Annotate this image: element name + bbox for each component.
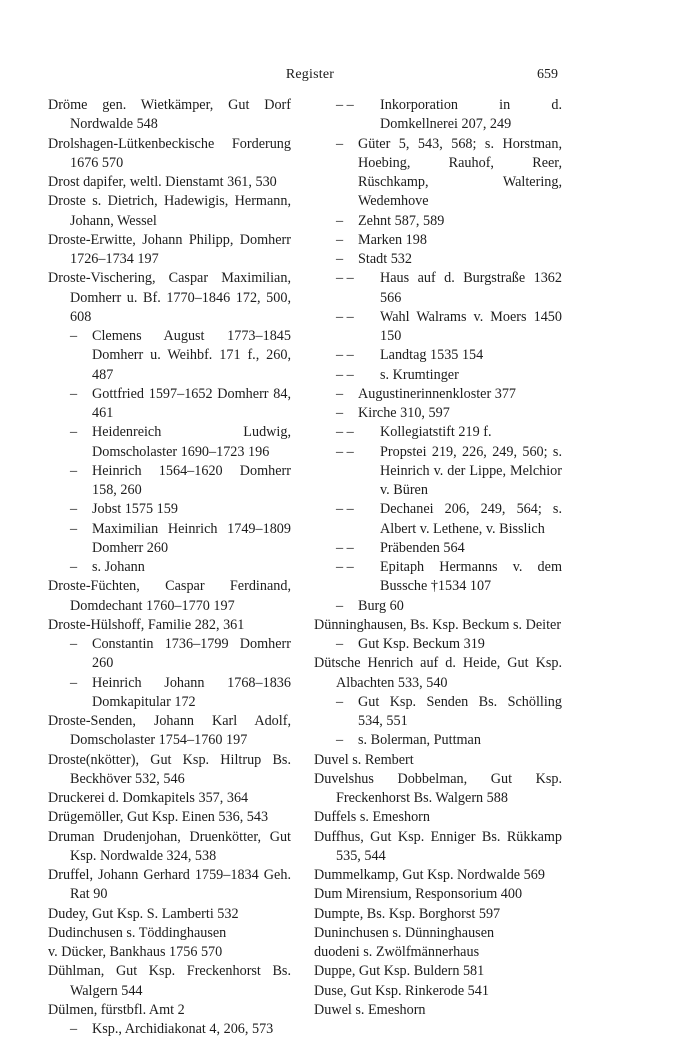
entry-dash: – (70, 520, 78, 537)
index-entry (314, 250, 562, 269)
entry-dash: – (70, 559, 78, 575)
entry-text: Duninchusen s. Dünninghausen (314, 924, 495, 941)
index-entry (314, 616, 562, 635)
entry-dash: – – (336, 559, 354, 575)
index-entry (48, 231, 291, 270)
index-entry (314, 962, 562, 981)
entry-text: Inkorporation in d. Domkellnerei 207, 249 (380, 97, 562, 133)
entry-dash: – (336, 693, 344, 710)
entry-text: Duffels s. Emeshorn (314, 809, 430, 826)
index-entry (314, 231, 562, 250)
entry-dash: – (70, 424, 78, 441)
entry-text: Landtag 1535 154 (380, 347, 484, 364)
entry-dash: – (336, 385, 344, 402)
index-entry (48, 423, 291, 462)
entry-text: Propstei 219, 226, 249, 560; s. Heinrich v. der Lippe, Melchior v. Büren (380, 443, 562, 498)
entry-text: Dühlman, Gut Ksp. Freckenhorst Bs. Walgern 544 (48, 963, 291, 999)
index-entry (314, 558, 562, 597)
entry-text: Droste-Hülshoff, Familie 282, 361 (48, 616, 245, 633)
index-entry (314, 866, 562, 885)
entry-text: Druckerei d. Domkapitels 357, 364 (48, 790, 249, 806)
entry-dash: – (70, 328, 78, 344)
index-entry (314, 731, 562, 750)
index-entry (314, 693, 562, 732)
index-entry (314, 385, 562, 404)
index-entry (314, 366, 562, 385)
index-entry (314, 982, 562, 1001)
index-entry (314, 500, 562, 539)
index-entry (314, 828, 562, 867)
entry-text: Stadt 532 (358, 251, 412, 267)
entry-text: s. Krumtinger (380, 366, 459, 383)
index-entry (48, 577, 291, 616)
right-column (314, 96, 562, 1020)
entry-text: Kirche 310, 597 (358, 405, 450, 421)
entry-dash: – (336, 597, 344, 614)
index-entry (314, 1001, 562, 1020)
index-entry (314, 96, 562, 135)
entry-text: Duffhus, Gut Ksp. Enniger Bs. Rükkamp 535, 544 (314, 828, 562, 864)
entry-text: Augustinerinnenkloster 377 (358, 385, 517, 402)
entry-text: Zehnt 587, 589 (358, 212, 445, 229)
index-entry (48, 462, 291, 501)
entry-text: Heidenreich Ludwig, Domscholaster 1690–1723 196 (92, 424, 291, 460)
index-entry (48, 520, 291, 559)
entry-dash: – (70, 636, 78, 652)
index-entry (48, 924, 291, 943)
index-entry (48, 1020, 291, 1039)
index-entry (48, 1001, 291, 1020)
entry-text: Dudey, Gut Ksp. S. Lamberti 532 (48, 905, 239, 922)
entry-text: Marken 198 (358, 231, 427, 248)
entry-dash: – (336, 405, 344, 421)
entry-dash: – – (336, 270, 354, 287)
entry-dash: – – (336, 366, 354, 383)
entry-text: Drolshagen-Lütkenbeckische Forderung 1676 570 (48, 135, 291, 171)
entry-text: Dudinchusen s. Töddinghausen (48, 924, 227, 941)
entry-text: Jobst 1575 159 (92, 501, 178, 518)
index-entry (48, 828, 291, 867)
entry-text: duodeni s. Zwölfmännerhaus (314, 944, 480, 960)
entry-dash: – – (336, 539, 354, 556)
entry-text: Duvel s. Rembert (314, 751, 414, 768)
page-number: 659 (537, 67, 558, 82)
index-entry (48, 751, 291, 790)
index-entry (48, 135, 291, 174)
index-entry (314, 597, 562, 616)
entry-text: Wahl Walrams v. Moers 1450 150 (380, 308, 562, 344)
index-entry (48, 789, 291, 808)
index-entry (314, 924, 562, 943)
index-entry (48, 96, 291, 135)
entry-text: Droste s. Dietrich, Hadewigis, Hermann, Johann, Wessel (48, 193, 291, 229)
entry-dash: – – (336, 97, 354, 113)
entry-text: Burg 60 (358, 597, 404, 614)
index-entry (314, 885, 562, 904)
entry-dash: – (336, 135, 344, 152)
index-entry (314, 404, 562, 423)
index-entry (48, 712, 291, 751)
entry-dash: – (336, 251, 344, 267)
index-entry (48, 905, 291, 924)
entry-text: Drost dapifer, weltl. Dienstamt 361, 530 (48, 174, 277, 190)
entry-text: Druffel, Johann Gerhard 1759–1834 Geh. Rat 90 (48, 867, 291, 903)
index-entry (314, 212, 562, 231)
entry-text: Droste-Füchten, Caspar Ferdinand, Domdechant 1760–1770 197 (48, 578, 291, 614)
index-entry (48, 674, 291, 713)
entry-text: Güter 5, 543, 568; s. Horstman, Hoebing, Rauhof, Reer, Rüschkamp, Waltering, Wedemhove (358, 135, 562, 210)
entry-dash: – (70, 1021, 78, 1037)
left-column (48, 96, 291, 1039)
index-entry (48, 808, 291, 827)
entry-text: Clemens August 1773–1845 Domherr u. Weihbf. 171 f., 260, 487 (92, 328, 291, 383)
entry-text: Dünninghausen, Bs. Ksp. Beckum s. Deiter (314, 616, 562, 633)
entry-dash: – (336, 212, 344, 229)
index-entry (48, 943, 291, 962)
index-entry (314, 808, 562, 827)
index-entry (48, 616, 291, 635)
index-entry (314, 751, 562, 770)
entry-text: Dechanei 206, 249, 564; s. Albert v. Lethene, v. Bisslich (380, 501, 562, 537)
index-entry (48, 500, 291, 519)
entry-text: Drügemöller, Gut Ksp. Einen 536, 543 (48, 809, 269, 826)
entry-text: Droste-Senden, Johann Karl Adolf, Domscholaster 1754–1760 197 (48, 713, 291, 749)
index-entry (314, 905, 562, 924)
entry-text: Constantin 1736–1799 Domherr 260 (92, 636, 291, 672)
index-entry (314, 308, 562, 347)
index-entry (48, 269, 291, 327)
entry-text: Duvelshus Dobbelman, Gut Ksp. Freckenhorst Bs. Walgern 588 (314, 770, 562, 806)
entry-text: Präbenden 564 (380, 539, 465, 556)
entry-text: Duwel s. Emeshorn (314, 1001, 426, 1018)
index-entry (48, 192, 291, 231)
entry-text: Epitaph Hermanns v. dem Bussche †1534 107 (380, 559, 562, 595)
entry-text: Gut Ksp. Senden Bs. Schölling 534, 551 (358, 693, 562, 729)
entry-text: Gut Ksp. Beckum 319 (358, 636, 485, 652)
entry-text: Haus auf d. Burgstraße 1362 566 (380, 270, 562, 306)
entry-text: Dröme gen. Wietkämper, Gut Dorf Nordwalde 548 (48, 97, 291, 133)
index-entry (48, 327, 291, 385)
entry-dash: – – (336, 347, 354, 364)
index-entry (314, 135, 562, 212)
index-entry (314, 539, 562, 558)
index-entry (48, 635, 291, 674)
entry-text: Kollegiatstift 219 f. (380, 424, 492, 441)
entry-text: Dumpte, Bs. Ksp. Borghorst 597 (314, 905, 501, 922)
index-entry (314, 770, 562, 809)
entry-dash: – (336, 732, 344, 749)
entry-text: Droste-Vischering, Caspar Maximilian, Domherr u. Bf. 1770–1846 172, 500, 608 (48, 270, 291, 325)
index-entry (48, 173, 291, 192)
entry-text: s. Johann (92, 559, 145, 575)
entry-text: Gottfried 1597–1652 Domherr 84, 461 (92, 385, 291, 421)
entry-text: Heinrich 1564–1620 Domherr 158, 260 (92, 462, 291, 498)
index-entry (314, 443, 562, 501)
index-entry (48, 558, 291, 577)
index-entry (314, 269, 562, 308)
entry-dash: – – (336, 424, 354, 441)
entry-text: Heinrich Johann 1768–1836 Domkapitular 172 (92, 674, 291, 710)
entry-text: Ksp., Archidiakonat 4, 206, 573 (92, 1021, 274, 1037)
index-entry (314, 423, 562, 442)
entry-dash: – (336, 231, 344, 248)
running-head-title: Register (285, 67, 335, 82)
index-entry (48, 385, 291, 424)
entry-text: s. Bolerman, Puttman (358, 732, 481, 749)
index-entry (314, 635, 562, 654)
index-entry (48, 962, 291, 1001)
index-entry (314, 346, 562, 365)
entry-text: Dummelkamp, Gut Ksp. Nordwalde 569 (314, 867, 545, 883)
entry-dash: – (70, 674, 78, 691)
entry-dash: – (336, 636, 344, 652)
index-entry (314, 943, 562, 962)
entry-text: Duppe, Gut Ksp. Buldern 581 (314, 963, 485, 980)
entry-text: Dülmen, fürstbfl. Amt 2 (48, 1001, 185, 1018)
entry-dash: – – (336, 308, 354, 325)
index-entry (48, 866, 291, 905)
entry-text: v. Dücker, Bankhaus 1756 570 (48, 944, 223, 960)
entry-text: Druman Drudenjohan, Druenkötter, Gut Ksp. Nordwalde 324, 538 (48, 828, 291, 864)
entry-dash: – – (336, 501, 354, 518)
entry-dash: – (70, 501, 78, 518)
index-entry (314, 654, 562, 693)
entry-text: Droste-Erwitte, Johann Philipp, Domherr 1726–1734 197 (48, 231, 291, 267)
entry-text: Duse, Gut Ksp. Rinkerode 541 (314, 982, 489, 999)
entry-text: Maximilian Heinrich 1749–1809 Domherr 260 (92, 520, 291, 556)
entry-dash: – (70, 385, 78, 402)
entry-dash: – (70, 462, 78, 479)
entry-text: Droste(nkötter), Gut Ksp. Hiltrup Bs. Beckhöver 532, 546 (48, 751, 291, 787)
entry-text: Dütsche Henrich auf d. Heide, Gut Ksp. Albachten 533, 540 (314, 655, 562, 691)
entry-dash: – – (336, 443, 354, 460)
entry-text: Dum Mirensium, Responsorium 400 (314, 886, 523, 903)
